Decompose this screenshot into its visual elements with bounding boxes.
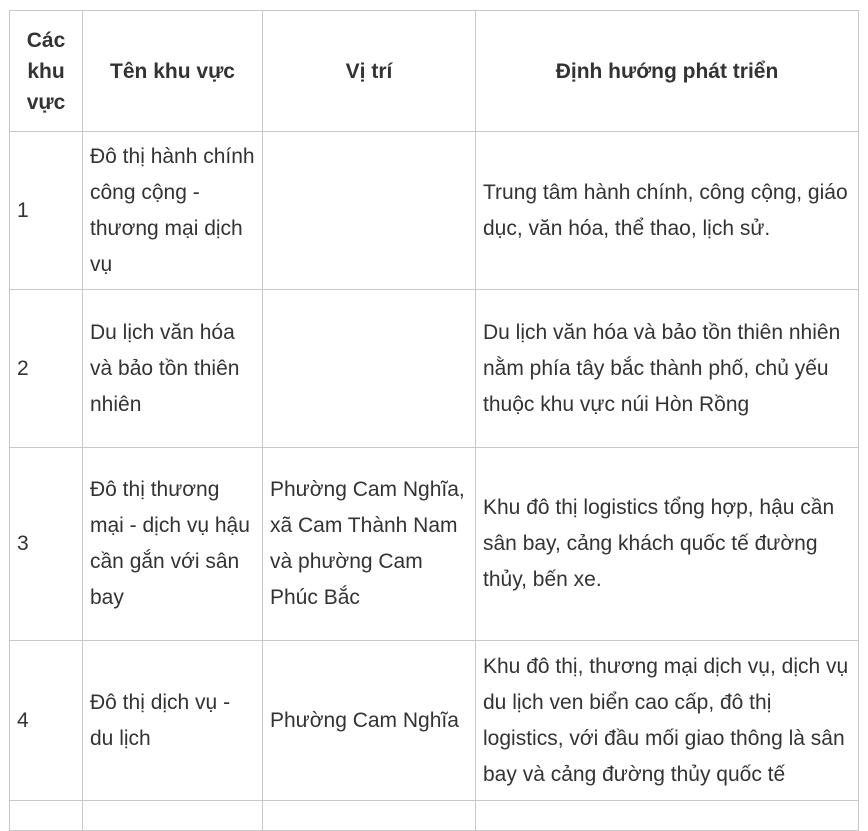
cell-area-number: 1	[10, 132, 83, 290]
zoning-table	[9, 10, 859, 831]
cell-area-name: Đô thị thương mại - dịch vụ hậu cần gắn với sân bay	[83, 448, 263, 641]
cell-orientation: Khu đô thị, thương mại dịch vụ, dịch vụ du lịch ven biển cao cấp, đô thị logistics, với đầu mối giao thông là sân bay và cảng đường thủy quốc tế	[476, 641, 859, 801]
cell-orientation: Khu đô thị logistics tổng hợp, hậu cần sân bay, cảng khách quốc tế đường thủy, bến xe.	[476, 448, 859, 641]
cell-area-number: 2	[10, 290, 83, 448]
table-row-partial	[10, 801, 859, 831]
cell-area-name: Đô thị hành chính công cộng - thương mại dịch vụ	[83, 132, 263, 290]
cell-empty	[263, 801, 476, 831]
cell-location	[263, 132, 476, 290]
cell-area-name: Đô thị dịch vụ - du lịch	[83, 641, 263, 801]
cell-orientation: Trung tâm hành chính, công cộng, giáo dục, văn hóa, thể thao, lịch sử.	[476, 132, 859, 290]
cell-orientation: Du lịch văn hóa và bảo tồn thiên nhiên nằm phía tây bắc thành phố, chủ yếu thuộc khu vực núi Hòn Rồng	[476, 290, 859, 448]
cell-area-number: 3	[10, 448, 83, 641]
table-header-row	[10, 11, 859, 132]
cell-empty	[10, 801, 83, 831]
header-area-number: Các khu vực	[10, 11, 83, 132]
table-row	[10, 448, 859, 641]
cell-area-number: 4	[10, 641, 83, 801]
table-row	[10, 132, 859, 290]
cell-location: Phường Cam Nghĩa, xã Cam Thành Nam và phường Cam Phúc Bắc	[263, 448, 476, 641]
table-row	[10, 641, 859, 801]
table-row	[10, 290, 859, 448]
cell-location	[263, 290, 476, 448]
cell-location: Phường Cam Nghĩa	[263, 641, 476, 801]
header-development-orientation: Định hướng phát triển	[476, 11, 859, 132]
cell-empty	[476, 801, 859, 831]
cell-area-name: Du lịch văn hóa và bảo tồn thiên nhiên	[83, 290, 263, 448]
header-area-name: Tên khu vực	[83, 11, 263, 132]
cell-empty	[83, 801, 263, 831]
header-location: Vị trí	[263, 11, 476, 132]
